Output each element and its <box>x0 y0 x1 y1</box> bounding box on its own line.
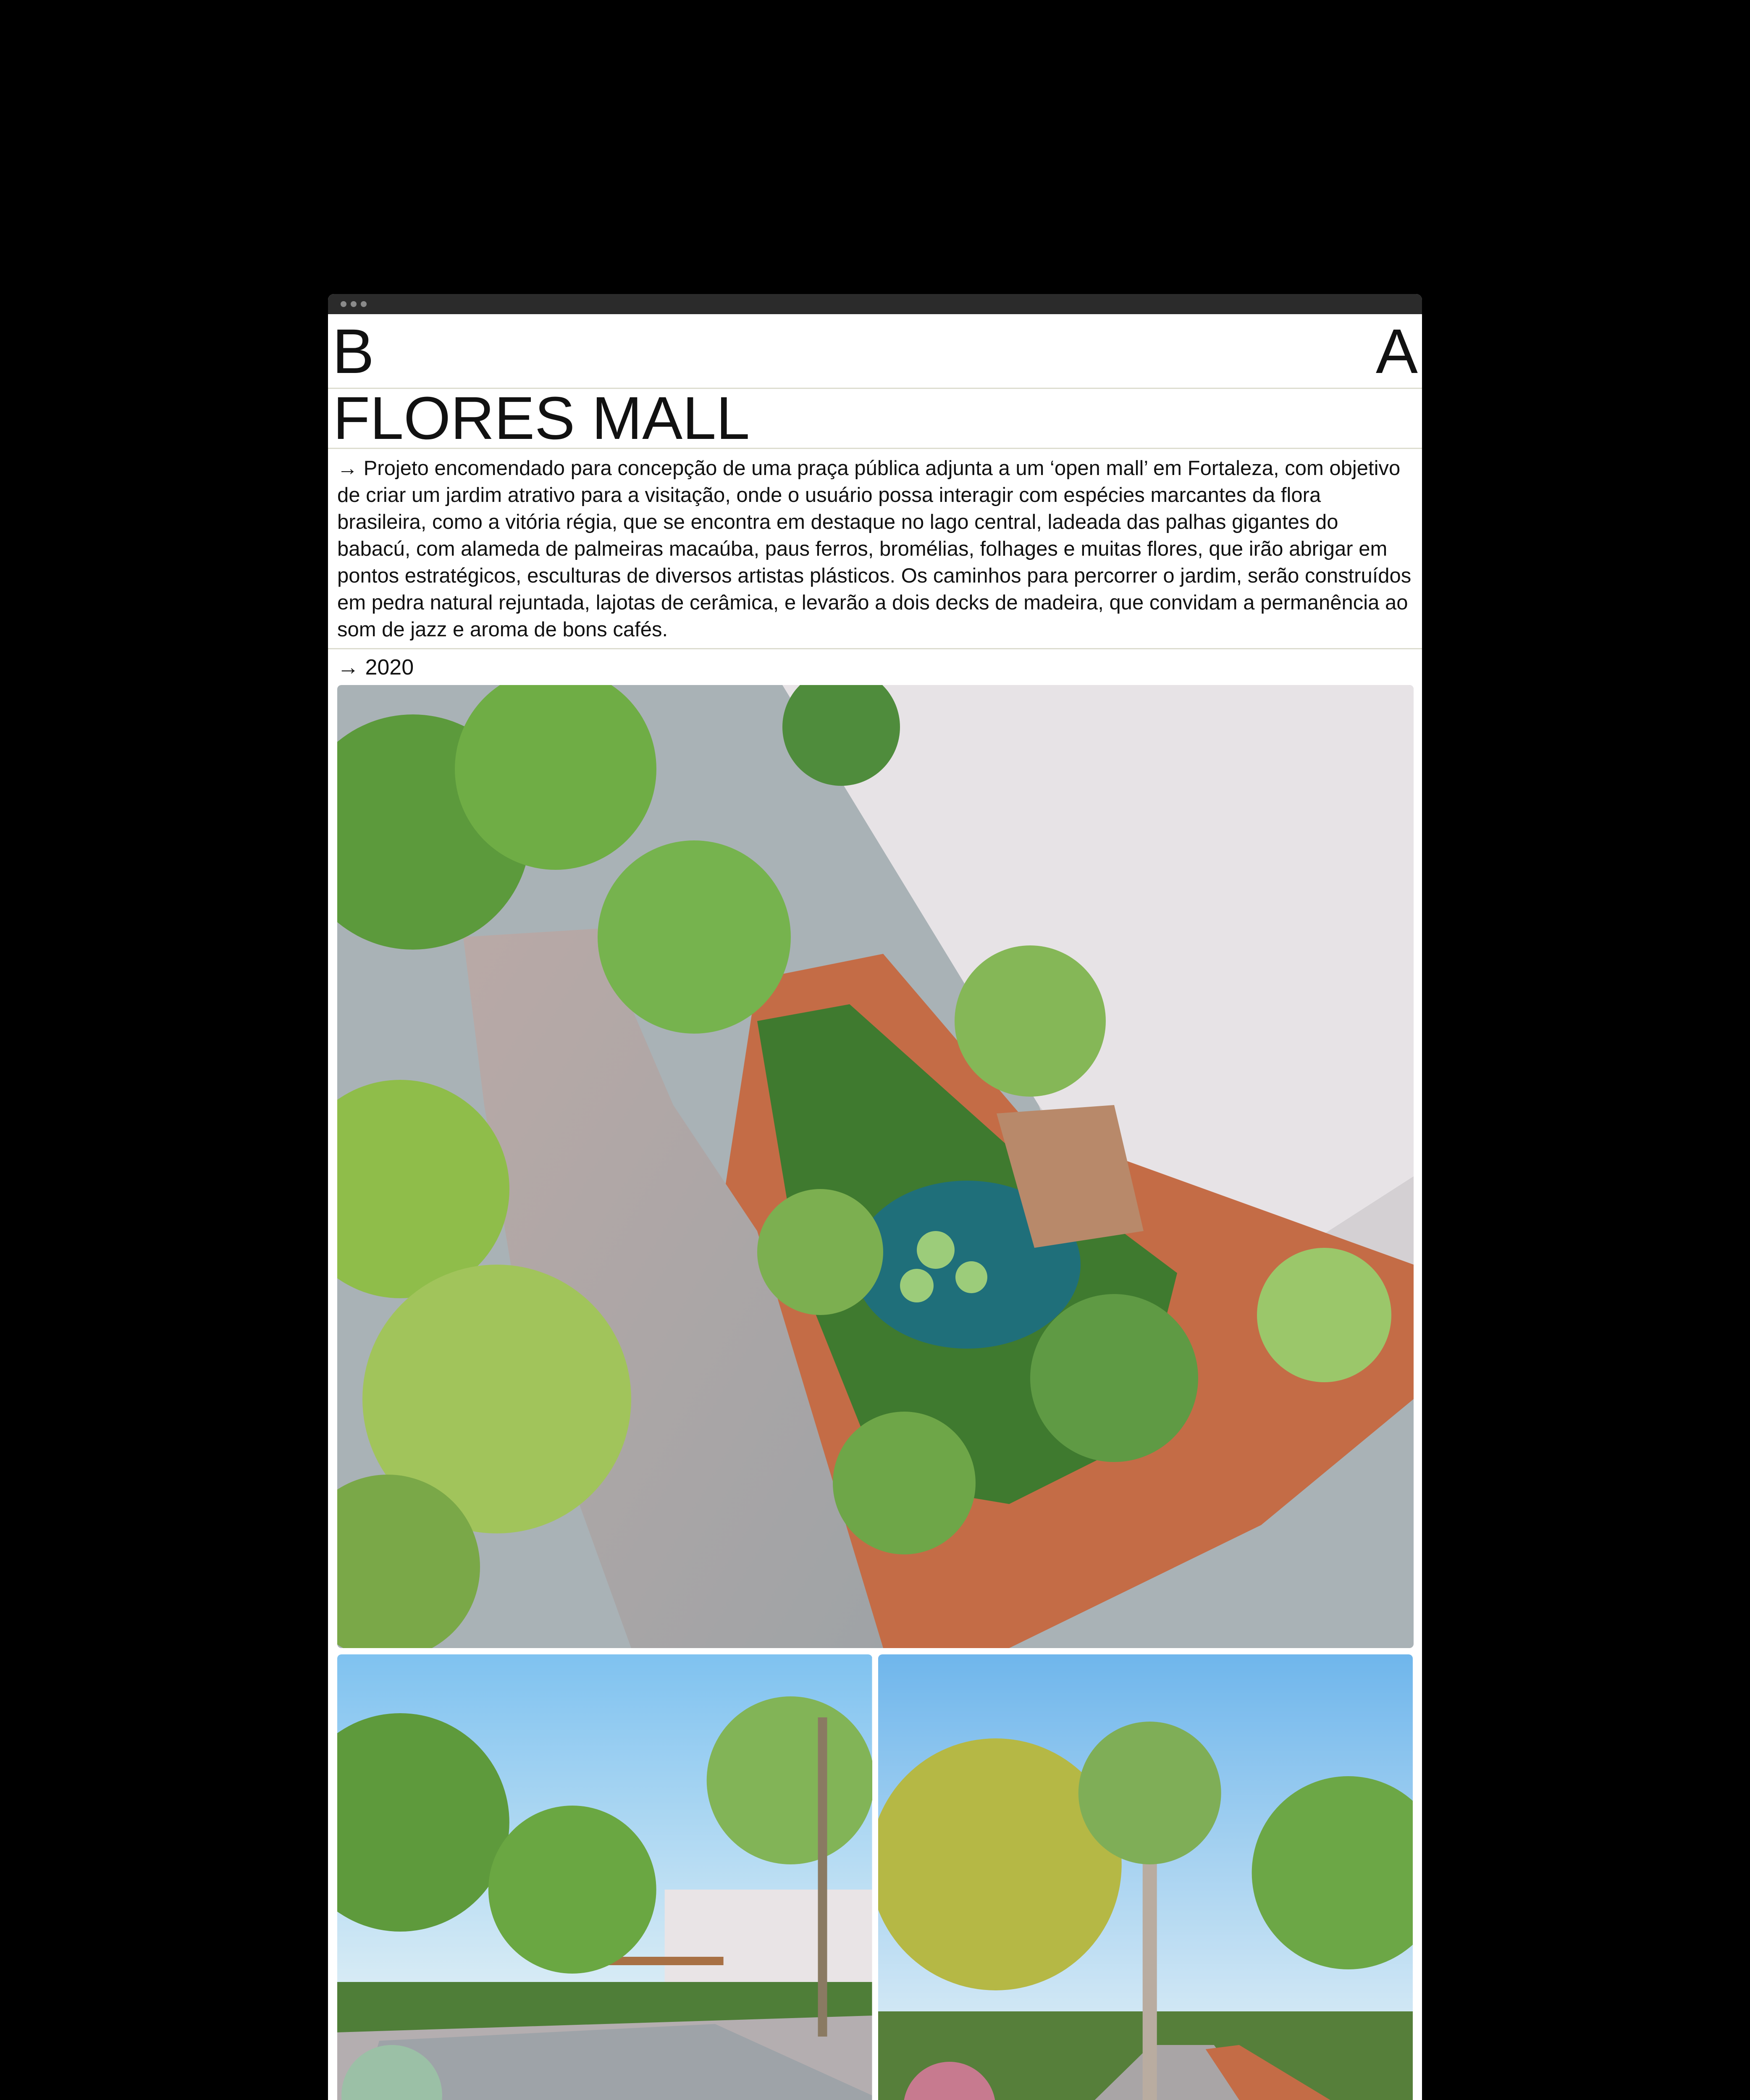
site-header <box>328 314 1422 389</box>
garden-path-image[interactable] <box>337 1654 872 2100</box>
browser-window <box>328 294 1422 2100</box>
logo-left[interactable]: B <box>332 315 375 386</box>
image-gallery <box>328 685 1422 2100</box>
window-chrome <box>328 294 1422 314</box>
window-dot-icon[interactable] <box>361 301 367 307</box>
window-dot-icon[interactable] <box>341 301 346 307</box>
palm-alley-image[interactable] <box>878 1654 1413 2100</box>
image-row <box>337 1654 1413 2100</box>
project-description: → Projeto encomendado para concepção de uma praça pública adjunta a um ‘open mall’ em Fortaleza, com objetivo de criar um jardim atrativo para a visitação, onde o usuário possa interagir com espécies marcantes da flora brasileira, como a vitória régia, que se encontra em destaque no lago central, ladeada das palhas gigantes do babacú, com alameda de palmeiras macaúba, paus ferros, bromélias, folhages e muitas flores, que irão abrigar em pontos estratégicos, esculturas de diversos artistas plásticos. Os caminhos para percorrer o jardim, serão construídos em pedra natural rejuntada, lajotas de cerâmica, e levarão a dois decks de madeira, que convidam a permanência ao som de jazz e aroma de bons cafés. <box>328 449 1422 649</box>
project-year: → 2020 <box>337 655 414 680</box>
page-title: FLORES MALL <box>328 389 1422 449</box>
logo-right[interactable]: A <box>1375 315 1418 386</box>
window-dot-icon[interactable] <box>351 301 357 307</box>
aerial-garden-image[interactable] <box>337 685 1414 1648</box>
